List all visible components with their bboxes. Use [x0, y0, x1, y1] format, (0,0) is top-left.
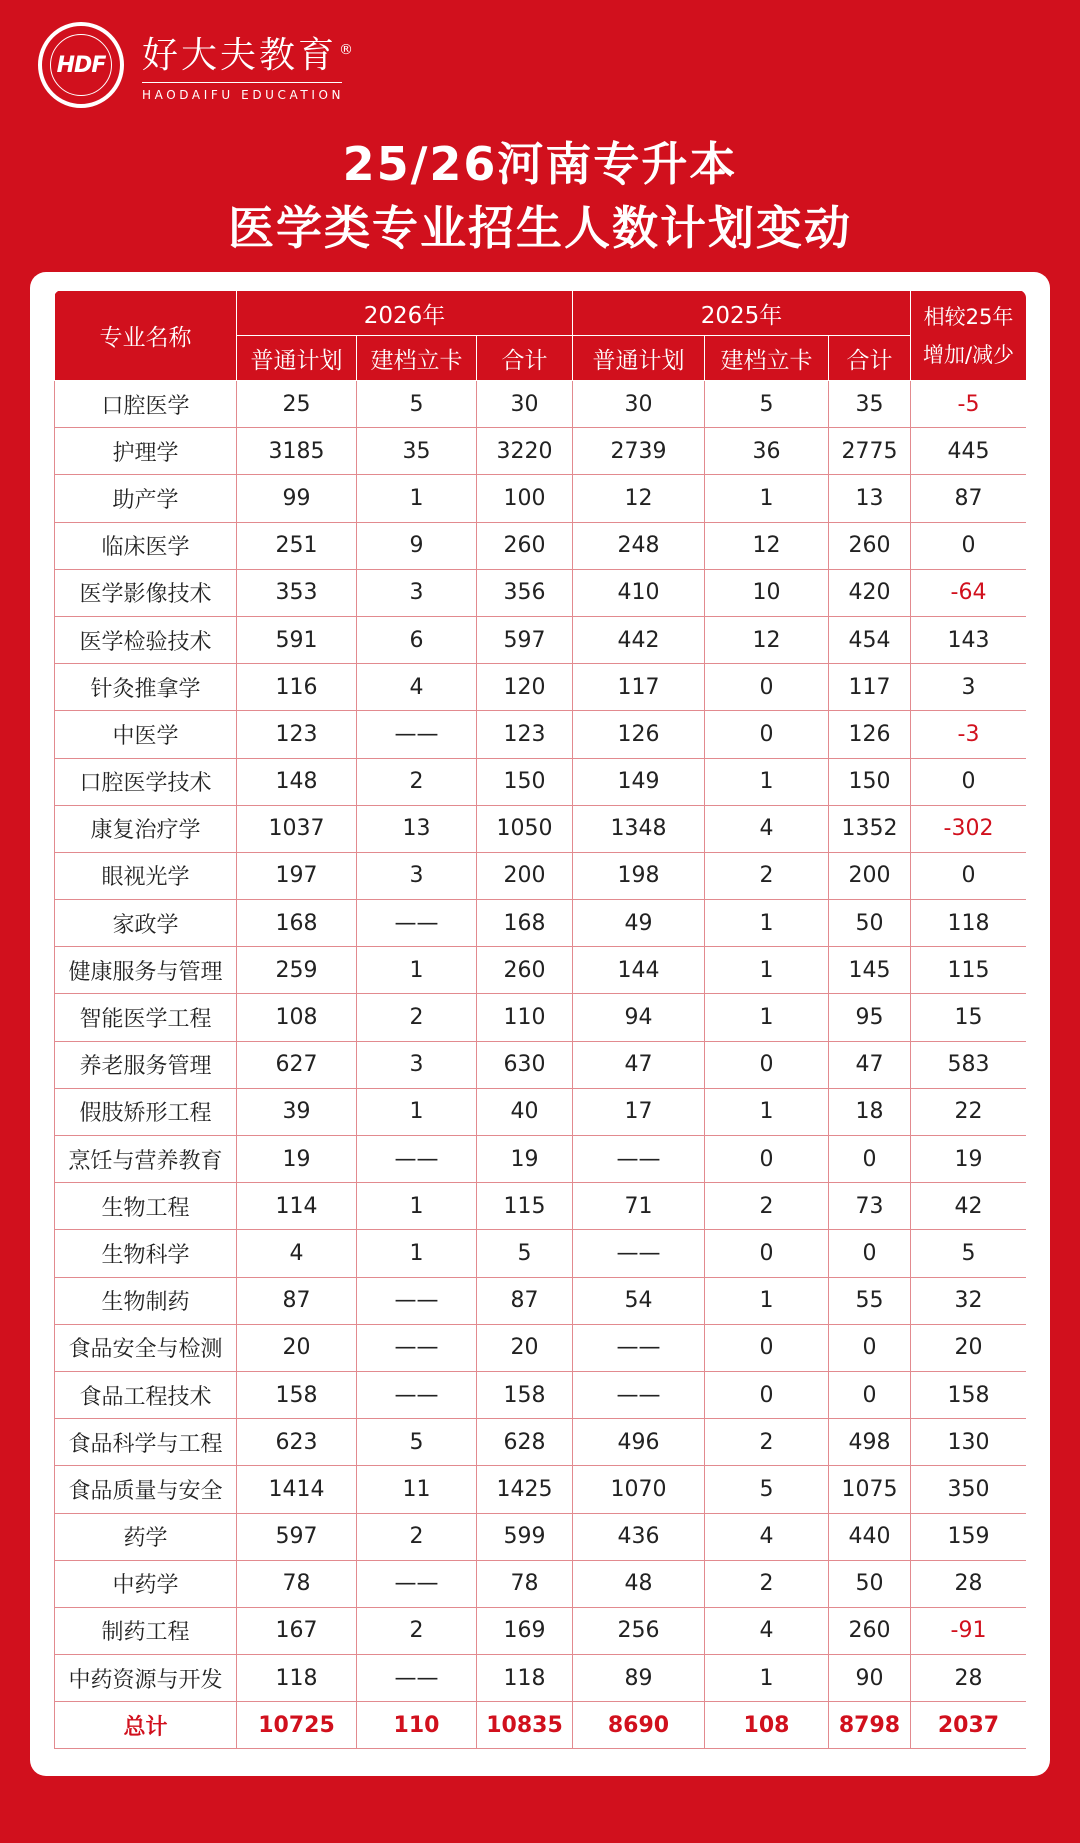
table-row — [55, 1419, 1027, 1466]
regular-2025-cell: 48 — [573, 1560, 705, 1607]
total-2026-cell: 200 — [477, 852, 573, 899]
regular-2025-cell: 17 — [573, 1088, 705, 1135]
page-header — [0, 0, 1080, 270]
total-regular-2026-cell: 10725 — [237, 1702, 357, 1749]
filed-2025-cell: 1 — [705, 758, 829, 805]
table-row — [55, 994, 1027, 1041]
total-2025-cell: 18 — [829, 1088, 911, 1135]
brand-logo — [38, 22, 356, 108]
regular-2026-cell: 78 — [237, 1560, 357, 1607]
filed-2025-cell: 0 — [705, 1324, 829, 1371]
table-row — [55, 1513, 1027, 1560]
total-2026-cell: 356 — [477, 569, 573, 616]
regular-2026-cell: 20 — [237, 1324, 357, 1371]
filed-2025-cell: 1 — [705, 947, 829, 994]
filed-2025-cell: 4 — [705, 1513, 829, 1560]
brand-name-en: HAODAIFU EDUCATION — [142, 88, 345, 103]
filed-2026-cell: 9 — [357, 522, 477, 569]
filed-2026-cell: 5 — [357, 1419, 477, 1466]
filed-2026-cell: 6 — [357, 616, 477, 663]
regular-2026-cell: 627 — [237, 1041, 357, 1088]
filed-2025-cell: 0 — [705, 1041, 829, 1088]
diff-cell: 32 — [911, 1277, 1027, 1324]
total-2026-cell: 115 — [477, 1183, 573, 1230]
regular-2025-cell: 126 — [573, 711, 705, 758]
diff-cell: 87 — [911, 475, 1027, 522]
table-row — [55, 1041, 1027, 1088]
major-cell: 食品科学与工程 — [55, 1419, 237, 1466]
total-2026-cell: 19 — [477, 1136, 573, 1183]
total-major-cell: 总计 — [55, 1702, 237, 1749]
filed-2025-cell: 1 — [705, 475, 829, 522]
total-2026-cell: 630 — [477, 1041, 573, 1088]
regular-2026-cell: 114 — [237, 1183, 357, 1230]
brand-text — [142, 28, 356, 103]
diff-cell: 3 — [911, 664, 1027, 711]
filed-2026-cell: —— — [357, 1324, 477, 1371]
enrollment-table — [54, 290, 1026, 1749]
regular-2025-cell: 89 — [573, 1655, 705, 1702]
total-2025-cell: 1352 — [829, 805, 911, 852]
table-row — [55, 852, 1027, 899]
total-2026-cell: 628 — [477, 1419, 573, 1466]
table-row — [55, 475, 1027, 522]
total-2026-cell: 260 — [477, 522, 573, 569]
regular-2026-cell: 1414 — [237, 1466, 357, 1513]
filed-2026-cell: 3 — [357, 852, 477, 899]
filed-2025-cell: 2 — [705, 1419, 829, 1466]
regular-2026-cell: 148 — [237, 758, 357, 805]
total-2025-cell: 0 — [829, 1230, 911, 1277]
diff-cell: 0 — [911, 758, 1027, 805]
regular-2026-cell: 25 — [237, 381, 357, 428]
regular-2026-cell: 99 — [237, 475, 357, 522]
major-cell: 食品质量与安全 — [55, 1466, 237, 1513]
filed-2025-cell: 0 — [705, 1136, 829, 1183]
filed-2026-cell: 5 — [357, 381, 477, 428]
diff-cell: 0 — [911, 522, 1027, 569]
page-title-line2: 医学类专业招生人数计划变动 — [228, 201, 852, 255]
diff-cell: 15 — [911, 994, 1027, 1041]
major-cell: 中医学 — [55, 711, 237, 758]
table-row — [55, 1230, 1027, 1277]
diff-cell: 19 — [911, 1136, 1027, 1183]
table-row — [55, 522, 1027, 569]
diff-cell: -5 — [911, 381, 1027, 428]
regular-2026-cell: 108 — [237, 994, 357, 1041]
total-2025-cell: 200 — [829, 852, 911, 899]
major-cell: 护理学 — [55, 428, 237, 475]
brand-name-cn: 好大夫教育 ® — [142, 34, 357, 76]
filed-2025-cell: 2 — [705, 852, 829, 899]
regular-2026-cell: 1037 — [237, 805, 357, 852]
filed-2026-cell: 2 — [357, 758, 477, 805]
regular-2025-cell: 198 — [573, 852, 705, 899]
total-2026-cell: 100 — [477, 475, 573, 522]
total-2026-cell: 3220 — [477, 428, 573, 475]
total-2025-cell: 1075 — [829, 1466, 911, 1513]
regular-2026-cell: 251 — [237, 522, 357, 569]
total-2025-cell: 420 — [829, 569, 911, 616]
diff-cell: -302 — [911, 805, 1027, 852]
brand-divider — [142, 82, 342, 84]
filed-2025-cell: 36 — [705, 428, 829, 475]
total-2026-cell: 1050 — [477, 805, 573, 852]
filed-2025-cell: 12 — [705, 616, 829, 663]
filed-2025-cell: 4 — [705, 1607, 829, 1654]
total-2026-cell: 110 — [477, 994, 573, 1041]
major-cell: 中药学 — [55, 1560, 237, 1607]
total-2025-cell: 47 — [829, 1041, 911, 1088]
diff-cell: 115 — [911, 947, 1027, 994]
total-2025-cell: 498 — [829, 1419, 911, 1466]
regular-2025-cell: 94 — [573, 994, 705, 1041]
regular-2026-cell: 118 — [237, 1655, 357, 1702]
header-2026: 2026年 — [237, 291, 573, 336]
table-total-row — [55, 1702, 1027, 1749]
filed-2025-cell: 1 — [705, 1088, 829, 1135]
filed-2026-cell: 3 — [357, 569, 477, 616]
major-cell: 食品安全与检测 — [55, 1324, 237, 1371]
total-2026-cell: 1425 — [477, 1466, 573, 1513]
filed-2026-cell: 1 — [357, 1183, 477, 1230]
table-row — [55, 1655, 1027, 1702]
total-2025-cell: 90 — [829, 1655, 911, 1702]
major-cell: 中药资源与开发 — [55, 1655, 237, 1702]
filed-2026-cell: 11 — [357, 1466, 477, 1513]
logo-mark: HDF — [56, 52, 106, 78]
filed-2026-cell: 35 — [357, 428, 477, 475]
major-cell: 智能医学工程 — [55, 994, 237, 1041]
regular-2026-cell: 197 — [237, 852, 357, 899]
regular-2025-cell: 436 — [573, 1513, 705, 1560]
filed-2025-cell: 10 — [705, 569, 829, 616]
major-cell: 假肢矫形工程 — [55, 1088, 237, 1135]
total-2026-cell: 30 — [477, 381, 573, 428]
major-cell: 口腔医学 — [55, 381, 237, 428]
total-filed-2025-cell: 108 — [705, 1702, 829, 1749]
total-2025-cell: 145 — [829, 947, 911, 994]
major-cell: 医学影像技术 — [55, 569, 237, 616]
total-2026-cell: 599 — [477, 1513, 573, 1560]
regular-2025-cell: 54 — [573, 1277, 705, 1324]
major-cell: 生物制药 — [55, 1277, 237, 1324]
filed-2025-cell: 1 — [705, 1277, 829, 1324]
total-2025-cell: 454 — [829, 616, 911, 663]
total-2025-cell: 50 — [829, 900, 911, 947]
filed-2025-cell: 2 — [705, 1183, 829, 1230]
filed-2026-cell: —— — [357, 711, 477, 758]
filed-2026-cell: 1 — [357, 1088, 477, 1135]
major-cell: 医学检验技术 — [55, 616, 237, 663]
filed-2025-cell: 1 — [705, 994, 829, 1041]
total-2025-cell: 150 — [829, 758, 911, 805]
diff-cell: 158 — [911, 1371, 1027, 1418]
table-row — [55, 428, 1027, 475]
diff-cell: 0 — [911, 852, 1027, 899]
table-row — [55, 569, 1027, 616]
regular-2025-cell: 144 — [573, 947, 705, 994]
table-row — [55, 805, 1027, 852]
filed-2025-cell: 1 — [705, 1655, 829, 1702]
filed-2025-cell: 0 — [705, 1371, 829, 1418]
total-2025-cell: 0 — [829, 1371, 911, 1418]
total-2025-cell: 2775 — [829, 428, 911, 475]
table-row — [55, 1324, 1027, 1371]
total-2026-cell: 118 — [477, 1655, 573, 1702]
major-cell: 康复治疗学 — [55, 805, 237, 852]
regular-2025-cell: —— — [573, 1324, 705, 1371]
regular-2026-cell: 259 — [237, 947, 357, 994]
total-total-2025-cell: 8798 — [829, 1702, 911, 1749]
filed-2026-cell: —— — [357, 1560, 477, 1607]
total-total-2026-cell: 10835 — [477, 1702, 573, 1749]
table-row — [55, 664, 1027, 711]
diff-cell: 350 — [911, 1466, 1027, 1513]
table-wrapper — [54, 290, 1026, 1749]
header-major: 专业名称 — [55, 291, 237, 381]
filed-2025-cell: 0 — [705, 711, 829, 758]
total-2025-cell: 73 — [829, 1183, 911, 1230]
filed-2025-cell: 0 — [705, 664, 829, 711]
table-row — [55, 758, 1027, 805]
total-2026-cell: 40 — [477, 1088, 573, 1135]
page-title-line1: 25/26河南专升本 — [342, 137, 738, 191]
registered-mark: ® — [339, 41, 357, 58]
logo-seal-icon — [38, 22, 124, 108]
total-2026-cell: 123 — [477, 711, 573, 758]
diff-cell: 130 — [911, 1419, 1027, 1466]
diff-cell: 143 — [911, 616, 1027, 663]
regular-2025-cell: 2739 — [573, 428, 705, 475]
table-row — [55, 1560, 1027, 1607]
regular-2025-cell: 12 — [573, 475, 705, 522]
diff-cell: 28 — [911, 1655, 1027, 1702]
regular-2026-cell: 123 — [237, 711, 357, 758]
major-cell: 食品工程技术 — [55, 1371, 237, 1418]
filed-2026-cell: —— — [357, 900, 477, 947]
total-2025-cell: 95 — [829, 994, 911, 1041]
filed-2026-cell: 1 — [357, 1230, 477, 1277]
major-cell: 烹饪与营养教育 — [55, 1136, 237, 1183]
major-cell: 制药工程 — [55, 1607, 237, 1654]
header-diff: 相较25年 增加/减少 — [911, 291, 1027, 381]
total-2025-cell: 117 — [829, 664, 911, 711]
total-2026-cell: 20 — [477, 1324, 573, 1371]
table-row — [55, 1607, 1027, 1654]
regular-2026-cell: 168 — [237, 900, 357, 947]
diff-cell: 28 — [911, 1560, 1027, 1607]
total-2025-cell: 260 — [829, 1607, 911, 1654]
total-2025-cell: 126 — [829, 711, 911, 758]
total-regular-2025-cell: 8690 — [573, 1702, 705, 1749]
regular-2026-cell: 39 — [237, 1088, 357, 1135]
filed-2026-cell: 1 — [357, 475, 477, 522]
filed-2026-cell: 3 — [357, 1041, 477, 1088]
major-cell: 养老服务管理 — [55, 1041, 237, 1088]
regular-2025-cell: 410 — [573, 569, 705, 616]
diff-cell: 583 — [911, 1041, 1027, 1088]
regular-2025-cell: 496 — [573, 1419, 705, 1466]
total-2025-cell: 35 — [829, 381, 911, 428]
filed-2025-cell: 12 — [705, 522, 829, 569]
major-cell: 健康服务与管理 — [55, 947, 237, 994]
major-cell: 生物工程 — [55, 1183, 237, 1230]
table-row — [55, 1136, 1027, 1183]
regular-2025-cell: —— — [573, 1136, 705, 1183]
major-cell: 口腔医学技术 — [55, 758, 237, 805]
total-2025-cell: 0 — [829, 1324, 911, 1371]
total-2025-cell: 260 — [829, 522, 911, 569]
regular-2026-cell: 158 — [237, 1371, 357, 1418]
table-row — [55, 1466, 1027, 1513]
filed-2026-cell: —— — [357, 1655, 477, 1702]
major-cell: 助产学 — [55, 475, 237, 522]
filed-2026-cell: 2 — [357, 1513, 477, 1560]
diff-cell: 42 — [911, 1183, 1027, 1230]
major-cell: 临床医学 — [55, 522, 237, 569]
header-filed-2026: 建档立卡 — [357, 336, 477, 381]
major-cell: 眼视光学 — [55, 852, 237, 899]
regular-2025-cell: 1348 — [573, 805, 705, 852]
table-row — [55, 947, 1027, 994]
filed-2025-cell: 4 — [705, 805, 829, 852]
total-diff-cell: 2037 — [911, 1702, 1027, 1749]
filed-2026-cell: —— — [357, 1136, 477, 1183]
filed-2025-cell: 5 — [705, 1466, 829, 1513]
total-2025-cell: 13 — [829, 475, 911, 522]
regular-2026-cell: 19 — [237, 1136, 357, 1183]
filed-2026-cell: 13 — [357, 805, 477, 852]
table-row — [55, 1183, 1027, 1230]
header-regular-2026: 普通计划 — [237, 336, 357, 381]
major-cell: 针灸推拿学 — [55, 664, 237, 711]
filed-2025-cell: 5 — [705, 381, 829, 428]
diff-cell: -64 — [911, 569, 1027, 616]
total-2026-cell: 597 — [477, 616, 573, 663]
regular-2025-cell: 117 — [573, 664, 705, 711]
regular-2025-cell: 47 — [573, 1041, 705, 1088]
total-2026-cell: 150 — [477, 758, 573, 805]
total-2026-cell: 120 — [477, 664, 573, 711]
regular-2026-cell: 3185 — [237, 428, 357, 475]
diff-cell: -3 — [911, 711, 1027, 758]
regular-2025-cell: —— — [573, 1230, 705, 1277]
table-card — [30, 272, 1050, 1776]
total-2026-cell: 169 — [477, 1607, 573, 1654]
table-row — [55, 381, 1027, 428]
filed-2025-cell: 2 — [705, 1560, 829, 1607]
regular-2026-cell: 597 — [237, 1513, 357, 1560]
header-filed-2025: 建档立卡 — [705, 336, 829, 381]
diff-cell: -91 — [911, 1607, 1027, 1654]
total-2025-cell: 0 — [829, 1136, 911, 1183]
table-row — [55, 616, 1027, 663]
filed-2026-cell: —— — [357, 1277, 477, 1324]
diff-cell: 159 — [911, 1513, 1027, 1560]
major-cell: 生物科学 — [55, 1230, 237, 1277]
regular-2026-cell: 116 — [237, 664, 357, 711]
header-regular-2025: 普通计划 — [573, 336, 705, 381]
diff-cell: 5 — [911, 1230, 1027, 1277]
total-2026-cell: 78 — [477, 1560, 573, 1607]
table-row — [55, 1088, 1027, 1135]
filed-2026-cell: 2 — [357, 1607, 477, 1654]
total-2026-cell: 5 — [477, 1230, 573, 1277]
regular-2026-cell: 353 — [237, 569, 357, 616]
regular-2025-cell: 1070 — [573, 1466, 705, 1513]
total-2025-cell: 55 — [829, 1277, 911, 1324]
total-2026-cell: 87 — [477, 1277, 573, 1324]
diff-cell: 445 — [911, 428, 1027, 475]
table-body — [55, 381, 1027, 1749]
regular-2026-cell: 4 — [237, 1230, 357, 1277]
table-row — [55, 900, 1027, 947]
diff-cell: 22 — [911, 1088, 1027, 1135]
total-2026-cell: 168 — [477, 900, 573, 947]
regular-2025-cell: 256 — [573, 1607, 705, 1654]
regular-2026-cell: 87 — [237, 1277, 357, 1324]
filed-2025-cell: 1 — [705, 900, 829, 947]
table-row — [55, 1371, 1027, 1418]
regular-2025-cell: 149 — [573, 758, 705, 805]
total-2025-cell: 50 — [829, 1560, 911, 1607]
regular-2026-cell: 167 — [237, 1607, 357, 1654]
filed-2026-cell: 2 — [357, 994, 477, 1041]
filed-2026-cell: 1 — [357, 947, 477, 994]
regular-2025-cell: 30 — [573, 381, 705, 428]
regular-2025-cell: 71 — [573, 1183, 705, 1230]
total-filed-2026-cell: 110 — [357, 1702, 477, 1749]
header-total-2025: 合计 — [829, 336, 911, 381]
header-total-2026: 合计 — [477, 336, 573, 381]
table-row — [55, 1277, 1027, 1324]
regular-2025-cell: —— — [573, 1371, 705, 1418]
table-row — [55, 711, 1027, 758]
filed-2026-cell: 4 — [357, 664, 477, 711]
diff-cell: 20 — [911, 1324, 1027, 1371]
filed-2025-cell: 0 — [705, 1230, 829, 1277]
regular-2026-cell: 591 — [237, 616, 357, 663]
total-2026-cell: 260 — [477, 947, 573, 994]
total-2026-cell: 158 — [477, 1371, 573, 1418]
regular-2026-cell: 623 — [237, 1419, 357, 1466]
total-2025-cell: 440 — [829, 1513, 911, 1560]
major-cell: 药学 — [55, 1513, 237, 1560]
header-2025: 2025年 — [573, 291, 911, 336]
regular-2025-cell: 248 — [573, 522, 705, 569]
regular-2025-cell: 442 — [573, 616, 705, 663]
diff-cell: 118 — [911, 900, 1027, 947]
regular-2025-cell: 49 — [573, 900, 705, 947]
filed-2026-cell: —— — [357, 1371, 477, 1418]
major-cell: 家政学 — [55, 900, 237, 947]
